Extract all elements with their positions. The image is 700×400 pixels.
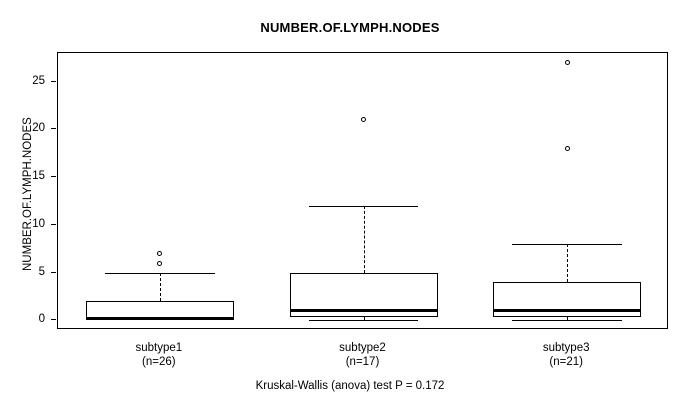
y-tick-mark bbox=[51, 176, 56, 177]
x-tick-label bbox=[79, 341, 239, 369]
box-whisker-upper bbox=[160, 273, 161, 302]
plot-area bbox=[57, 52, 668, 329]
chart-title: NUMBER.OF.LYMPH.NODES bbox=[260, 20, 440, 35]
y-tick-mark bbox=[51, 128, 56, 129]
y-tick-label: 25 bbox=[32, 74, 45, 87]
box-whisker-cap-lower bbox=[309, 320, 419, 321]
box-outlier-point bbox=[565, 146, 570, 151]
y-tick-label: 20 bbox=[32, 122, 45, 135]
box-median-line bbox=[86, 317, 234, 320]
y-tick-label: 10 bbox=[32, 217, 45, 230]
box-whisker-cap-upper bbox=[105, 273, 215, 274]
box-whisker-cap-lower bbox=[512, 320, 622, 321]
x-tick-label bbox=[283, 341, 443, 369]
box-whisker-upper bbox=[567, 244, 568, 282]
y-tick-label: 5 bbox=[38, 265, 45, 278]
box-outlier-point bbox=[565, 60, 570, 65]
x-tick-label bbox=[486, 341, 646, 369]
box-median-line bbox=[290, 309, 438, 312]
x-tick-label-name: subtype2 bbox=[339, 342, 386, 354]
box-whisker-upper bbox=[364, 206, 365, 273]
x-tick-label-name: subtype1 bbox=[135, 342, 183, 354]
box-whisker-cap-upper bbox=[512, 244, 622, 245]
box-median-line bbox=[493, 309, 641, 312]
y-tick-mark bbox=[51, 224, 56, 225]
x-tick-label-count: (n=21) bbox=[549, 356, 583, 368]
box-whisker-cap-upper bbox=[309, 206, 419, 207]
x-tick-label-name: subtype3 bbox=[542, 342, 590, 354]
y-axis-label: NUMBER.OF.LYMPH.NODES bbox=[22, 116, 34, 271]
x-tick-label-count: (n=17) bbox=[345, 356, 380, 368]
box-outlier-point bbox=[157, 261, 162, 266]
x-tick-label-count: (n=26) bbox=[142, 356, 176, 368]
chart-footnote: Kruskal-Wallis (anova) test P = 0.172 bbox=[255, 380, 445, 392]
y-tick-mark bbox=[51, 272, 56, 273]
y-tick-mark bbox=[51, 81, 56, 82]
box-outlier-point bbox=[361, 117, 366, 122]
y-tick-mark bbox=[51, 319, 56, 320]
plot-inner bbox=[58, 53, 667, 328]
y-tick-label: 15 bbox=[32, 170, 45, 183]
box-outlier-point bbox=[157, 251, 162, 256]
y-tick-label: 0 bbox=[38, 313, 45, 326]
